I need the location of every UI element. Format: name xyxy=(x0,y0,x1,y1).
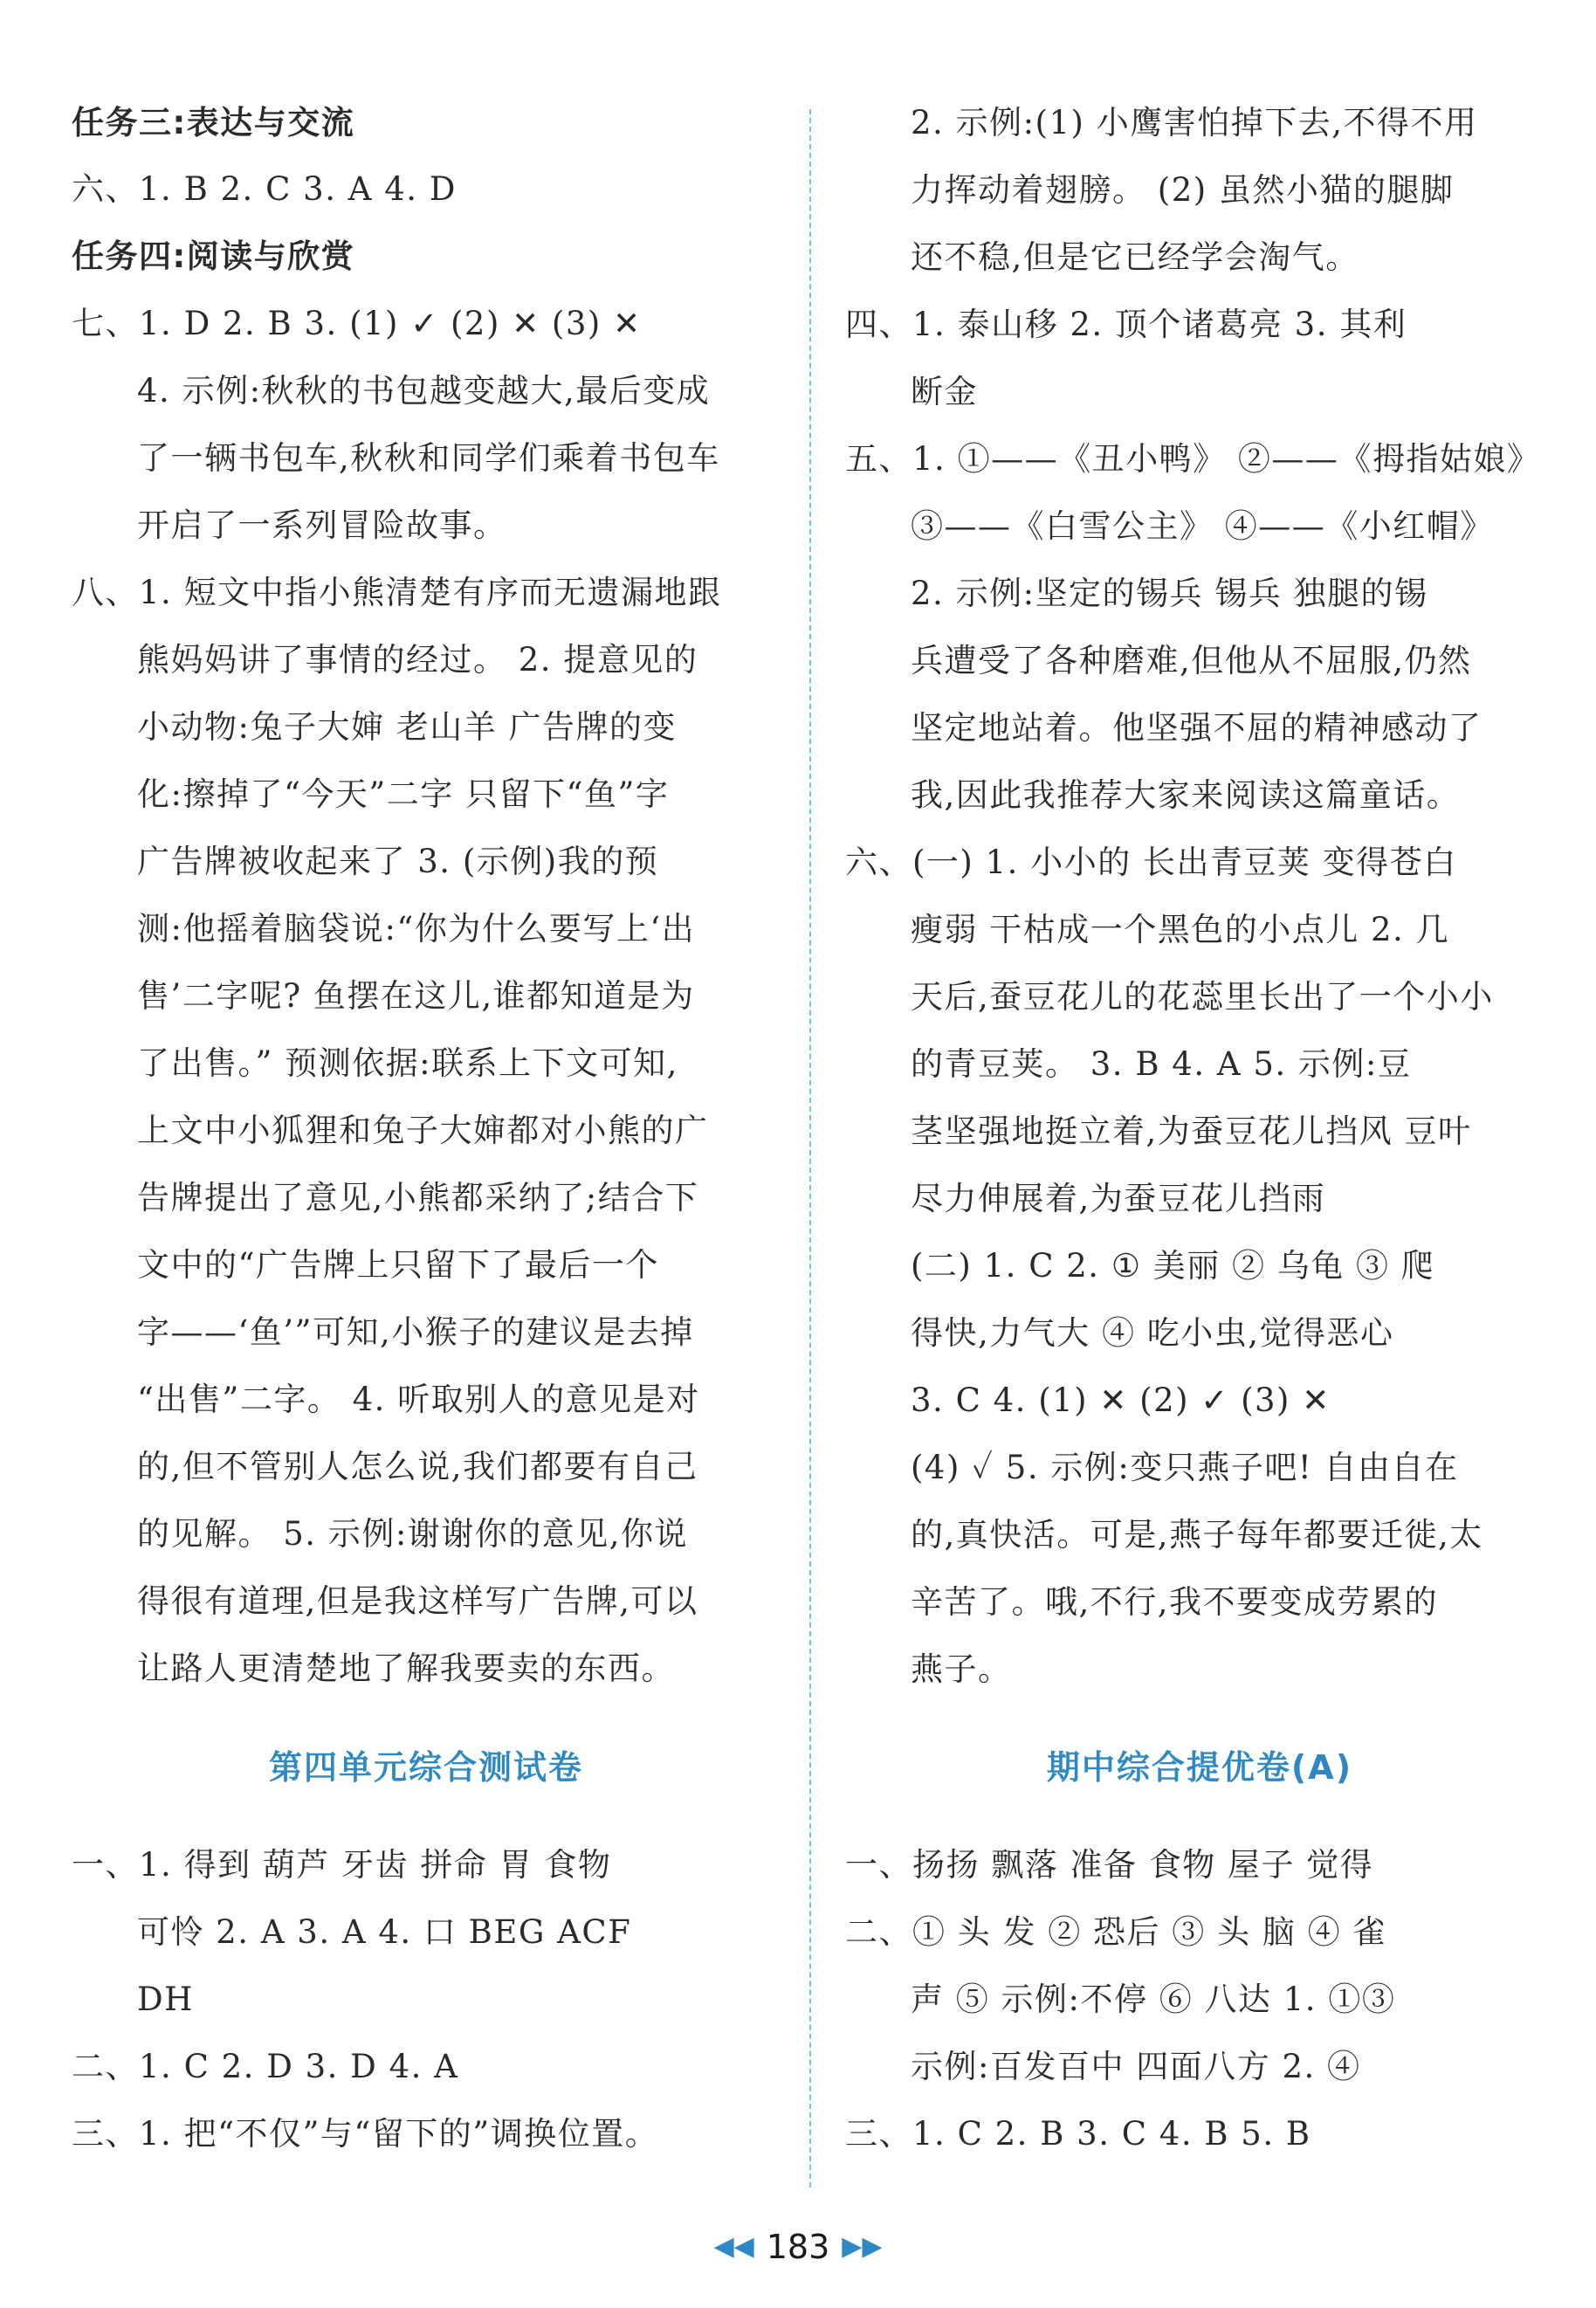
answer-line: 测:他摇着脑袋说:“你为什么要写上‘出 xyxy=(137,910,696,947)
answer-line: 广告牌被收起来了 3. (示例)我的预 xyxy=(137,843,659,880)
answer-line: 五、1. ①——《丑小鸭》 ②——《拇指姑娘》 xyxy=(845,440,1541,478)
page-number: 183 xyxy=(766,2228,830,2266)
answer-line: 二、① 头 发 ② 恐后 ③ 头 脑 ④ 雀 xyxy=(845,1913,1386,1951)
answer-line: 了出售。” 预测依据:联系上下文可知, xyxy=(137,1044,678,1082)
answer-line: 三、1. C 2. B 3. C 4. B 5. B xyxy=(845,2115,1311,2153)
answer-line: DH xyxy=(137,1981,194,2018)
answer-line: ③——《白雪公主》 ④——《小红帽》 xyxy=(911,507,1494,545)
answer-line: “出售”二字。 4. 听取别人的意见是对 xyxy=(137,1381,700,1418)
answer-line: 七、1. D 2. B 3. (1) ✓ (2) ✕ (3) ✕ xyxy=(72,305,642,342)
answer-line: 上文中小狐狸和兔子大婶都对小熊的广 xyxy=(137,1112,709,1149)
answer-line: 示例:百发百中 四面八方 2. ④ xyxy=(911,2048,1361,2085)
answer-line: 声 ⑤ 示例:不停 ⑥ 八达 1. ①③ xyxy=(911,1981,1396,2018)
answer-line: 的见解。 5. 示例:谢谢你的意见,你说 xyxy=(137,1515,689,1553)
answer-line: 茎坚强地挺立着,为蚕豆花儿挡风 豆叶 xyxy=(911,1113,1472,1150)
answer-line: 告牌提出了意见,小熊都采纳了;结合下 xyxy=(137,1179,699,1216)
answer-line: 售’二字呢? 鱼摆在这儿,谁都知道是为 xyxy=(137,977,695,1015)
answer-line: 一、扬扬 飘落 准备 食物 屋子 觉得 xyxy=(845,1846,1374,1884)
answer-line: 可怜 2. A 3. A 4. 口 BEG ACF xyxy=(137,1913,632,1951)
answer-line: 小动物:兔子大婶 老山羊 广告牌的变 xyxy=(137,708,677,746)
answer-line: 天后,蚕豆花儿的花蕊里长出了一个小小 xyxy=(911,978,1494,1016)
answer-line: 尽力伸展着,为蚕豆花儿挡雨 xyxy=(911,1180,1326,1217)
answer-line: 我,因此我推荐大家来阅读这篇童话。 xyxy=(911,776,1461,814)
answer-line: 三、1. 把“不仅”与“留下的”调换位置。 xyxy=(72,2115,659,2153)
section-title: 任务四:阅读与欣赏 xyxy=(72,238,355,275)
answer-line: 3. C 4. (1) ✕ (2) ✓ (3) ✕ xyxy=(911,1381,1331,1419)
answer-line: 四、1. 泰山移 2. 顶个诸葛亮 3. 其利 xyxy=(845,306,1407,343)
answer-line: 一、1. 得到 葫芦 牙齿 拼命 胃 食物 xyxy=(72,1846,612,1884)
answer-line: 开启了一系列冒险故事。 xyxy=(137,506,507,544)
answer-line: 力挥动着翅膀。 (2) 虽然小猫的腿脚 xyxy=(911,171,1455,209)
column-divider xyxy=(809,109,811,2187)
answer-line: 坚定地站着。他坚强不屈的精神感动了 xyxy=(911,709,1482,747)
answer-line: 的,但不管别人怎么说,我们都要有自己 xyxy=(137,1448,698,1485)
section-heading: 第四单元综合测试卷 xyxy=(268,1748,583,1787)
answer-line: 的青豆荚。 3. B 4. A 5. 示例:豆 xyxy=(911,1045,1412,1083)
answer-line: 断金 xyxy=(911,373,978,410)
answer-line: 六、1. B 2. C 3. A 4. D xyxy=(72,170,457,208)
answer-line: 化:擦掉了“今天”二字 只留下“鱼”字 xyxy=(137,775,670,813)
previous-page-icon[interactable]: ◀◀ xyxy=(713,2231,754,2262)
answer-line: 得很有道理,但是我这样写广告牌,可以 xyxy=(137,1582,698,1620)
answer-line: (4) ✓ 5. 示例:变只燕子吧! 自由自在 xyxy=(911,1449,1459,1486)
answer-line: 2. 示例:(1) 小鹰害怕掉下去,不得不用 xyxy=(911,104,1478,141)
answer-line: 2. 示例:坚定的锡兵 锡兵 独腿的锡 xyxy=(911,575,1428,612)
page-footer xyxy=(0,2225,1596,2269)
answer-line: 八、1. 短文中指小熊清楚有序而无遗漏地跟 xyxy=(72,574,722,611)
answer-line: 4. 示例:秋秋的书包越变越大,最后变成 xyxy=(137,372,711,410)
answer-line: 还不稳,但是它已经学会淘气。 xyxy=(911,238,1359,276)
answer-line: 燕子。 xyxy=(911,1650,1012,1688)
answer-line: 瘦弱 干枯成一个黑色的小点儿 2. 几 xyxy=(911,911,1450,948)
answer-line: 二、1. C 2. D 3. D 4. A xyxy=(72,2048,459,2085)
section-heading: 期中综合提优卷(A) xyxy=(1046,1748,1353,1787)
answer-line: 了一辆书包车,秋秋和同学们乘着书包车 xyxy=(137,439,720,477)
answer-line: (二) 1. C 2. ① 美丽 ② 乌龟 ③ 爬 xyxy=(911,1247,1435,1285)
answer-line: 字——‘鱼’”可知,小猴子的建议是去掉 xyxy=(137,1313,694,1351)
answer-line: 让路人更清楚地了解我要卖的东西。 xyxy=(137,1650,675,1687)
answer-line: 熊妈妈讲了事情的经过。 2. 提意见的 xyxy=(137,641,698,679)
answer-line: 文中的“广告牌上只留下了最后一个 xyxy=(137,1246,659,1284)
answer-line: 兵遭受了各种磨难,但他从不屈服,仍然 xyxy=(911,642,1472,679)
section-title: 任务三:表达与交流 xyxy=(72,104,355,141)
answer-line: 六、(一) 1. 小小的 长出青豆荚 变得苍白 xyxy=(845,844,1457,881)
answer-line: 辛苦了。哦,不行,我不要变成劳累的 xyxy=(911,1583,1439,1621)
answer-line: 得快,力气大 ④ 吃小虫,觉得恶心 xyxy=(911,1314,1394,1352)
answer-line: 的,真快活。可是,燕子每年都要迁徙,太 xyxy=(911,1516,1483,1554)
next-page-icon[interactable]: ▶▶ xyxy=(842,2231,883,2262)
